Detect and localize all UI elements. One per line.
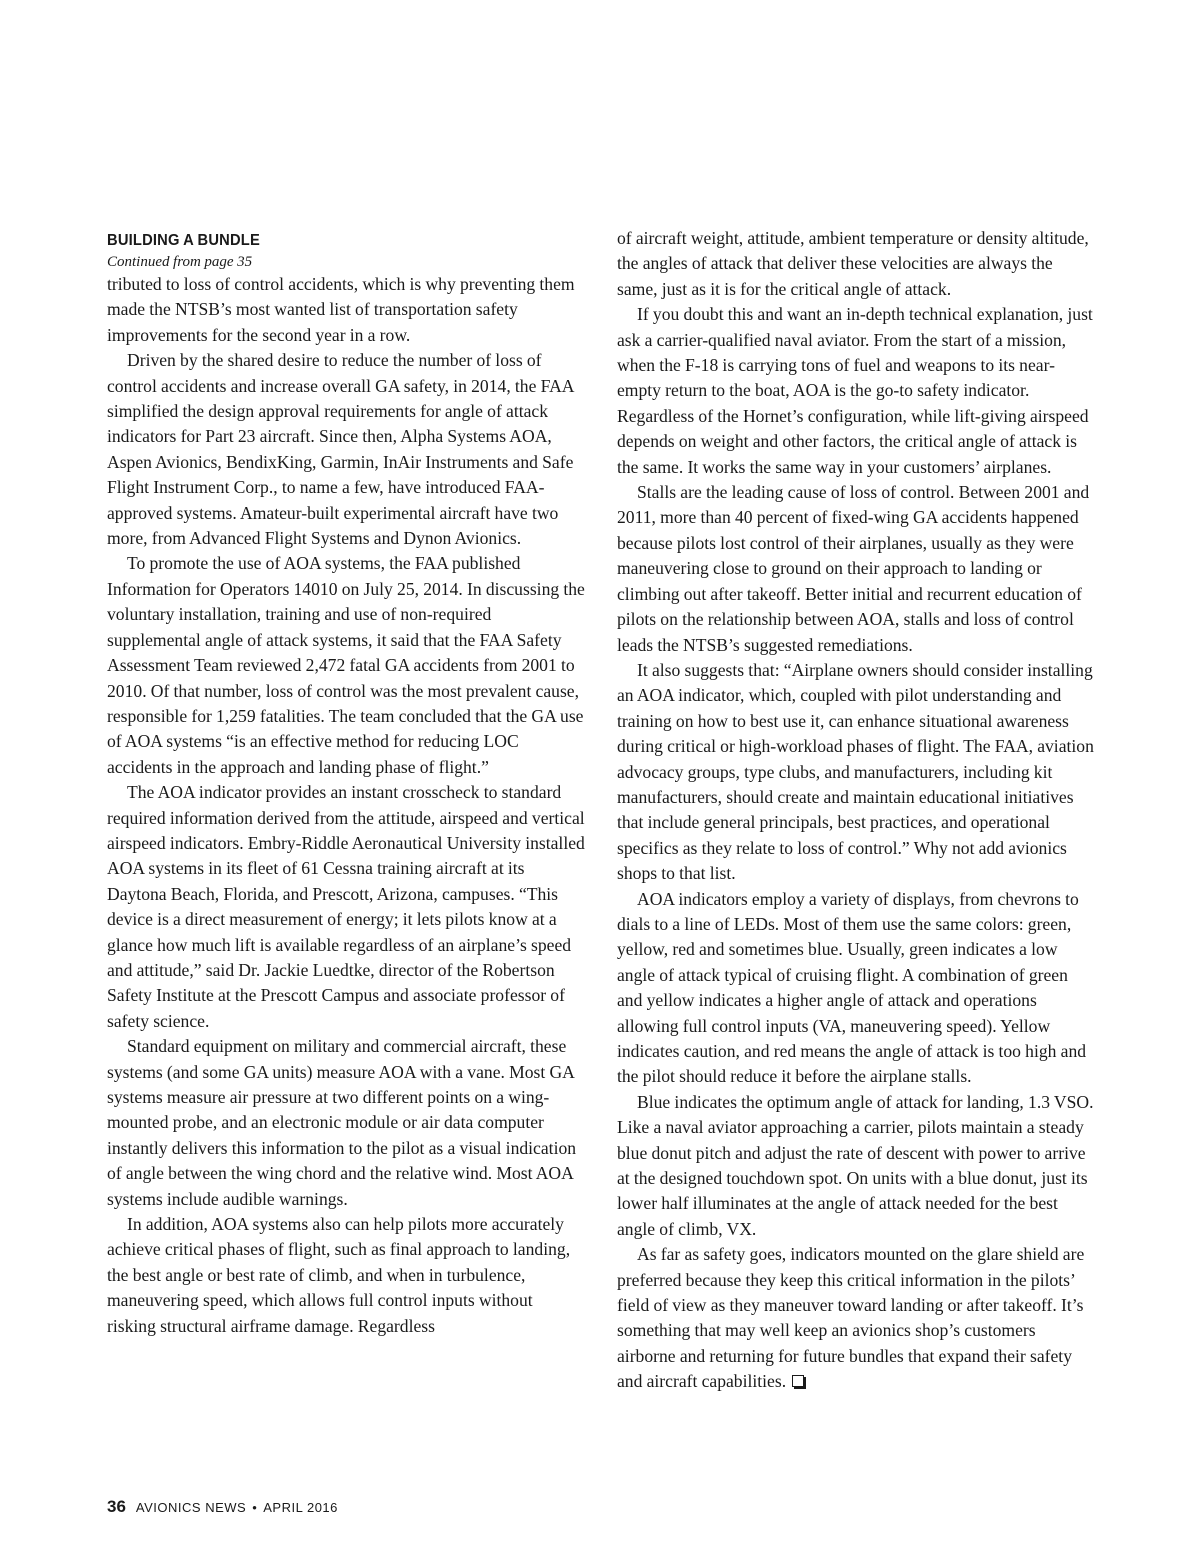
section-label: BUILDING A BUNDLE <box>107 232 260 249</box>
paragraph: It also suggests that: “Airplane owners should consider installing an AOA indicator, which, coupled with pilot understanding and training on how to best use it, can enhance situational awareness during critical or high-workload phases of flight. The FAA, aviation advocacy groups, type clubs, and manufacturers, including kit manufacturers, should create and maintain educational initiatives that include general principals, best practices, and operational specifics as they relate to loss of control.” Why not add avionics shops to that list. <box>617 659 1094 884</box>
paragraph: Driven by the shared desire to reduce the number of loss of control accidents and increase overall GA safety, in 2014, the FAA simplified the design approval requirements for angle of attack indicators for Part 23 aircraft. Since then, Alpha Systems AOA, Aspen Avionics, BendixKing, Garmin, InAir Instruments and Safe Flight Instrument Corp., to name a few, have introduced FAA-approved systems. Amateur-built experimental aircraft have two more, from Advanced Flight Systems and Dynon Avionics. <box>107 350 574 549</box>
final-paragraph <box>617 1242 1097 1394</box>
continued-from-note: Continued from page 35 <box>107 254 253 270</box>
paragraph: To promote the use of AOA systems, the FAA published Information for Operators 14010 on July 25, 2014. In discussing the voluntary installation, training and use of non-required supplemental angle of attack systems, it said that the FAA Safety Assessment Team reviewed 2,472 fatal GA accidents from 2001 to 2010. Of that number, loss of control was the most prevalent cause, responsible for 1,259 fatalities. The team concluded that the GA use of AOA systems “is an effective method for reducing LOC accidents in the approach and landing phase of flight.” <box>107 553 585 777</box>
bullet-separator-icon: • <box>252 1500 258 1515</box>
paragraph: tributed to loss of control accidents, which is why preventing them made the NTSB’s most wanted list of transportation safety improvements for the second year in a row. <box>107 274 575 345</box>
paragraph: of aircraft weight, attitude, ambient temperature or density altitude, the angles of attack that deliver these velocities are always the same, just as it is for the critical angle of attack. <box>617 228 1089 299</box>
paragraph-text: As far as safety goes, indicators mounted on the glare shield are preferred because they keep this critical information in the pilots’ field of view as they maneuver toward landing or after takeoff. It’s something that may well keep an avionics shop’s customers airborne and returning for future bundles that expand their safety and aircraft capabilities. <box>617 1244 1085 1392</box>
page-footer <box>107 1497 338 1517</box>
publication-name: AVIONICS NEWS <box>135 1500 247 1515</box>
paragraph: Standard equipment on military and commercial aircraft, these systems (and some GA units) measure AOA with a vane. Most GA systems measure air pressure at two different points on a wing-mounted probe, and an electronic module or air data computer instantly delivers this information to the pilot as a visual indication of angle between the wing chord and the relative wind. Most AOA systems include audible warnings. <box>107 1036 577 1209</box>
paragraph: Stalls are the leading cause of loss of control. Between 2001 and 2011, more than 40 percent of fixed-wing GA accidents happened because pilots lost control of their airplanes, usually as they were maneuvering close to ground on their approach to landing or climbing out after takeoff. Better initial and recurrent education of pilots on the relationship between AOA, stalls and loss of control leads the NTSB’s suggested remediations. <box>617 482 1090 655</box>
end-of-article-icon <box>792 1375 804 1387</box>
paragraph: The AOA indicator provides an instant crosscheck to standard required information derived from the attitude, airspeed and vertical airspeed indicators. Embry-Riddle Aeronautical University installed AOA systems in its fleet of 61 Cessna training aircraft at its Daytona Beach, Florida, and Prescott, Arizona, campuses. “This device is a direct measurement of energy; it lets pilots know at a glance how much lift is available regardless of an airplane’s speed and attitude,” said Dr. Jackie Luedtke, director of the Robertson Safety Institute at the Prescott Campus and associate professor of safety science. <box>107 782 585 1031</box>
right-column <box>617 226 1097 1395</box>
page-number: 36 <box>107 1497 126 1516</box>
paragraph: In addition, AOA systems also can help pilots more accurately achieve critical phases of flight, such as final approach to landing, the best angle or best rate of climb, and when in turbulence, maneuvering speed, which allows full control inputs without risking structural airframe damage. Regardless <box>107 1214 571 1336</box>
issue-date: APRIL 2016 <box>263 1500 338 1515</box>
paragraph: Blue indicates the optimum angle of attack for landing, 1.3 VSO. Like a naval aviator approaching a carrier, pilots maintain a steady blue donut pitch and adjust the rate of descent with power to arrive at the designed touchdown spot. On units with a blue donut, just its lower half illuminates at the angle of attack needed for the best angle of climb, VX. <box>617 1091 1094 1239</box>
paragraph: If you doubt this and want an in-depth technical explanation, just ask a carrier-qualified naval aviator. From the start of a mission, when the F-18 is carrying tons of fuel and weapons to its near-empty return to the boat, AOA is the go-to safety indicator. Regardless of the Hornet’s configuration, while lift-giving airspeed depends on weight and other factors, the critical angle of attack is the same. It works the same way in your customers’ airplanes. <box>617 304 1093 477</box>
left-column <box>107 230 585 1339</box>
paragraph: AOA indicators employ a variety of displays, from chevrons to dials to a line of LEDs. Most of them use the same colors: green, yellow, red and sometimes blue. Usually, green indicates a low angle of attack typical of cruising flight. A combination of green and yellow indicates a higher angle of attack and operations allowing full control inputs (VA, maneuvering speed). Yellow indicates caution, and red means the angle of attack is too high and the pilot should reduce it before the airplane stalls. <box>617 888 1087 1087</box>
